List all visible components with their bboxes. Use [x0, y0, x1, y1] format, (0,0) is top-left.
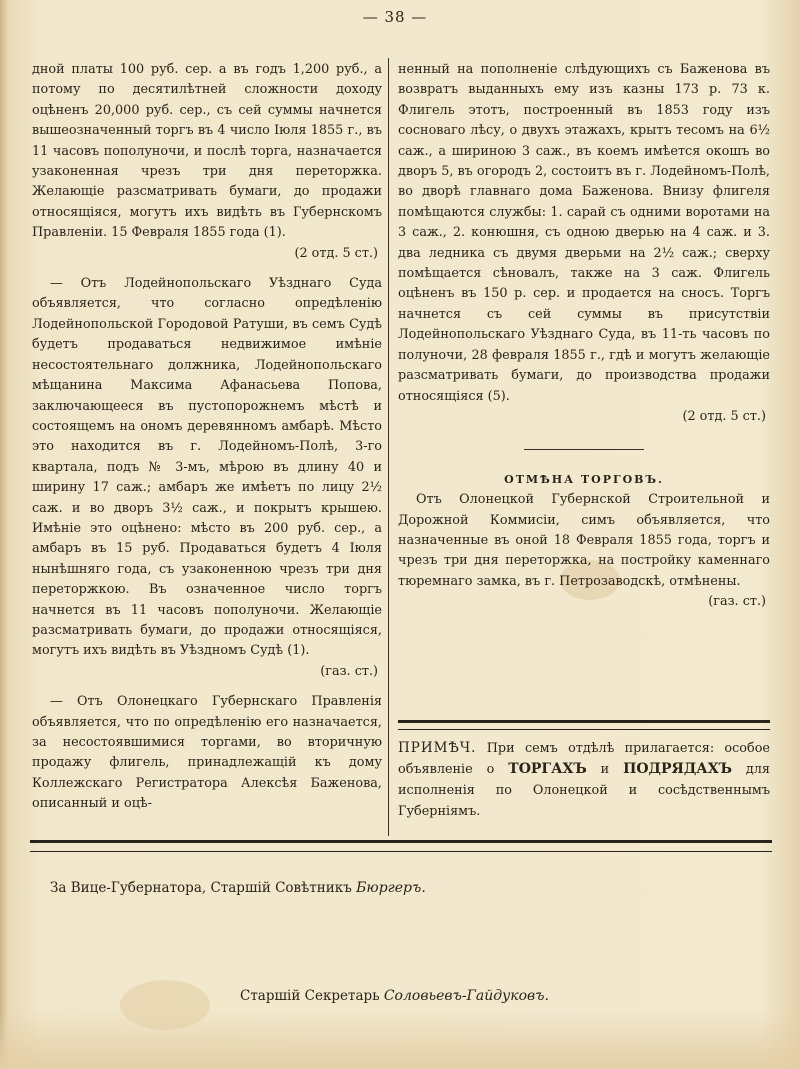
notice-paragraph: — Отъ Олонецкаго Губернскаго Правленія объявляется, что по опредѣленію его назначается, за несостоявшимися торгами, во вторичную продажу флигель, принадлежащій къ дому Коллежскаго Регистратора Алексѣя Баженова, описанный и оцѣ- — [32, 694, 382, 812]
separator-line — [398, 437, 770, 457]
notice-reference: (газ. ст.) — [320, 663, 378, 679]
right-column — [398, 60, 770, 613]
page-number: — 38 — — [362, 8, 428, 26]
notice-paragraph: дной платы 100 руб. сер. а въ годъ 1,200 руб., а потому по десятилѣтней сложности доходу оцѣненъ 20,000 руб. сер., съ сей суммы начнется вышеозначенный торгъ въ 4 число Іюля 1855 г., въ 11 часовъ пополуночи, и послѣ торга, назначается узаконенная чрезъ три дня переторжка. Желающіе разсматривать бумаги, до продажи относящіяся, могутъ ихъ видѣть въ Губернскомъ Правленіи. 15 Февраля 1855 года (1). — [32, 62, 382, 241]
notice-reference: (газ. ст.) — [708, 594, 766, 610]
note-text: При семъ отдѣлѣ прилагается: особое объявленіе о — [398, 741, 770, 777]
note-emphasis: ПОДРЯДАХЪ — [623, 761, 732, 777]
note-text: и — [600, 762, 610, 777]
notice-paragraph: ненный на пополненіе слѣдующихъ съ Баженова въ возвратъ выданныхъ ему изъ казны 173 р. 73 к. Флигель этотъ, построенный въ 1853 году изъ сосноваго лѣсу, о двухъ этажахъ, крытъ тесомъ на 6½ саж., а шириною 3 саж., въ коемъ имѣется окошъ во дворъ 5, въ огородъ 2, состоитъ въ г. Лодейномъ-Полѣ, во дворѣ главнаго дома Баженова. Внизу флигеля помѣщаются службы: 1. сарай съ одними воротами на 3 саж., 2. конюшня, съ одною дверью на 4 саж. и 3. два ледника съ двумя дверьми на 2½ саж.; сверху помѣщается сѣновалъ, также на 3 саж. Флигель оцѣненъ въ 150 р. сер. и продается на сносъ. Торгъ начнется съ сей суммы въ присутствіи Лодейнопольскаго Уѣзднаго Суда, въ 11-ть часовъ по полуночи, 28 февраля 1855 г., гдѣ и могутъ желающіе разсматривать бумаги, до производства продажи относящіяся (5). — [398, 62, 770, 404]
signature-label: За Вице-Губернатора, Старшій Совѣтникъ — [50, 880, 352, 896]
double-rule — [398, 720, 770, 730]
spacer — [32, 264, 382, 274]
column-divider — [388, 58, 389, 836]
notice-reference: (2 отд. 5 ст.) — [294, 245, 378, 261]
signature-line — [50, 880, 426, 896]
notice-paragraph: — Отъ Лодейнопольскаго Уѣзднаго Суда объявляется, что согласно опредѣленію Лодейнопольской Городовой Ратуши, въ семъ Судѣ будетъ продаваться недвижимое имѣніе несостоятельнаго должника, Лодейнопольскаго мѣщанина Максима Афанасьева Попова, заключающееся въ пустопорожнемъ мѣстѣ и состоящемъ на ономъ деревянномъ амбарѣ. Мѣсто это находится въ г. Лодейномъ-Полѣ, 3-го квартала, подъ № 3-мъ, мѣрою въ длину 40 и ширину 17 саж.; амбаръ же имѣетъ по лицу 2½ саж. и во дворъ 3½ саж., и покрытъ крышею. Имѣніе это оцѣнено: мѣсто въ 200 руб. сер., а амбаръ въ 15 руб. Продаваться будетъ 4 Іюля нынѣшняго года, съ узаконенною чрезъ три дня переторжкою. Въ означенное число торгъ начнется въ 11 часовъ пополуночи. Желающіе разсматривать бумаги, до продажи относящіяся, могутъ ихъ видѣть въ Уѣздномъ Судѣ (1). — [32, 276, 382, 659]
signature-name: Бюргеръ. — [356, 880, 426, 896]
left-column — [32, 60, 382, 815]
note-title: ПРИМѢЧ. — [398, 740, 477, 756]
note-text: для исполненія по Олонецкой и сосѣдственнымъ Губерніямъ. — [398, 762, 770, 819]
note-block — [398, 738, 770, 822]
signature-label: Старшій Секретарь — [240, 988, 380, 1004]
section-heading: ОТМѢНА ТОРГОВЪ. — [504, 472, 664, 486]
notice-reference: (2 отд. 5 ст.) — [682, 408, 766, 424]
page-binding-shadow — [0, 0, 8, 1069]
signature-name: Соловьевъ-Гайдуковъ. — [383, 988, 549, 1004]
double-rule-full — [30, 840, 772, 852]
note-emphasis: ТОРГАХЪ — [508, 761, 587, 777]
signature-line — [240, 988, 549, 1004]
page-edge-shadow — [0, 1009, 800, 1069]
spacer — [32, 682, 382, 692]
notice-paragraph: Отъ Олонецкой Губернской Строительной и Дорожной Коммисіи, симъ объявляется, что назначенные въ оной 18 Февраля 1855 года, торгъ и чрезъ три дня переторжка, на постройку каменнаго тюремнаго замка, въ г. Петрозаводскѣ, отмѣнены. — [398, 492, 770, 589]
